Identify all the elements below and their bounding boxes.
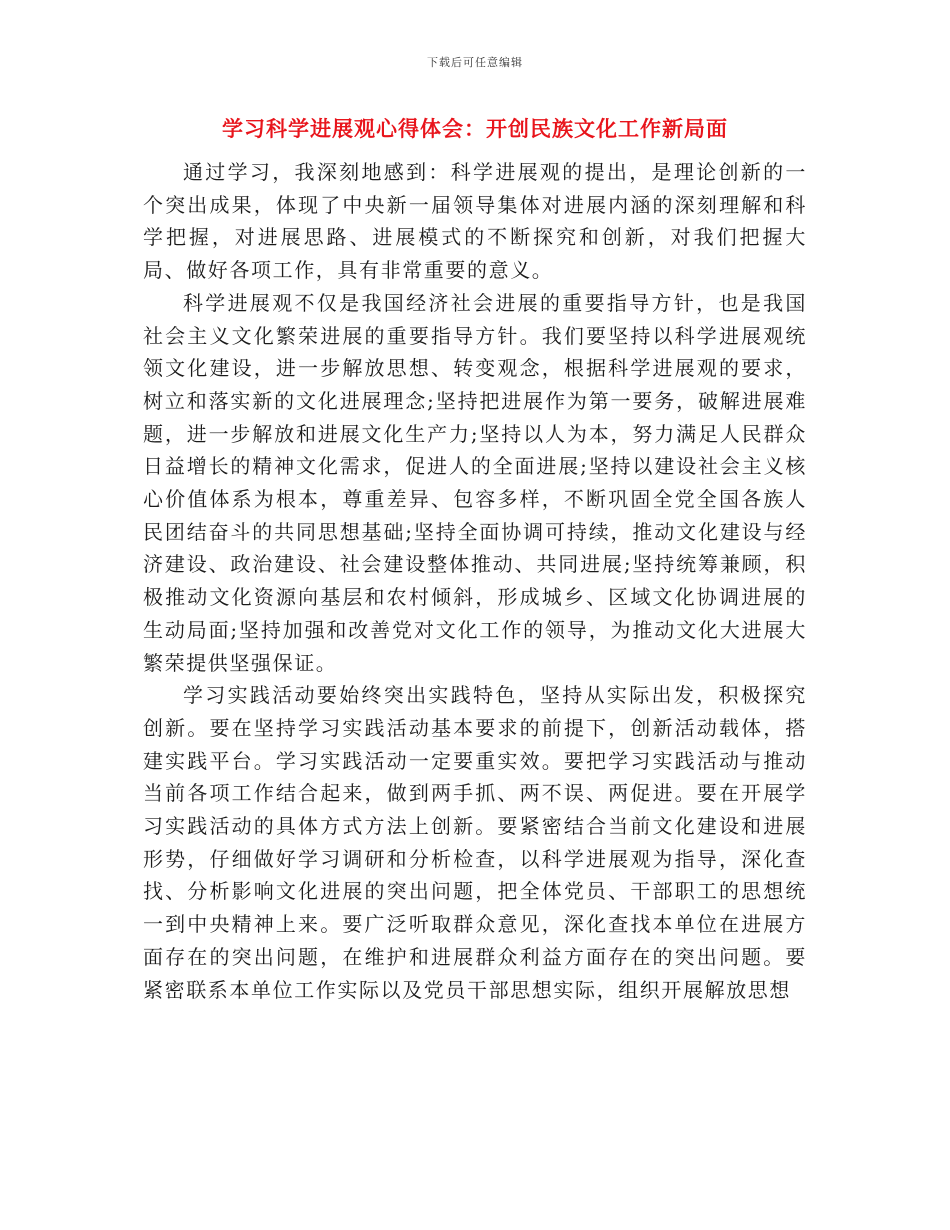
paragraph-2: 科学进展观不仅是我国经济社会进展的重要指导方针，也是我国社会主义文化繁荣进展的重要指导方针。我们要坚持以科学进展观统领文化建设，进一步解放思想、转变观念，根据科学进展观的要求，树立和落实新的文化进展理念;坚持把进展作为第一要务，破解进展难题，进一步解放和进展文化生产力;坚持以人为本，努力满足人民群众日益增长的精神文化需求，促进人的全面进展;坚持以建设社会主义核心价值体系为根本，尊重差异、包容多样，不断巩固全党全国各族人民团结奋斗的共同思想基础;坚持全面协调可持续，推动文化建设与经济建设、政治建设、社会建设整体推动、共同进展;坚持统筹兼顾，积极推动文化资源向基层和农村倾斜，形成城乡、区域文化协调进展的生动局面;坚持加强和改善党对文化工作的领导，为推动文化大进展大繁荣提供坚强保证。 [143,290,807,675]
paragraph-3: 学习实践活动要始终突出实践特色，坚持从实际出发，积极探究创新。要在坚持学习实践活动基本要求的前提下，创新活动载体，搭建实践平台。学习实践活动一定要重实效。要把学习实践活动与推动当前各项工作结合起来，做到两手抓、两不误、两促进。要在开展学习实践活动的具体方式方法上创新。要紧密结合当前文化建设和进展形势，仔细做好学习调研和分析检查，以科学进展观为指导，深化查找、分析影响文化进展的突出问题，把全体党员、干部职工的思想统一到中央精神上来。要广泛听取群众意见，深化查找本单位在进展方面存在的突出问题，在维护和进展群众利益方面存在的突出问题。要紧密联系本单位工作实际以及党员干部思想实际，组织开展解放思想 [143,683,807,1002]
document-body [143,156,807,1006]
document-title: 学习科学进展观心得体会：开创民族文化工作新局面 [222,117,728,141]
header-note: 下载后可任意编辑 [427,56,523,69]
paragraph-1: 通过学习，我深刻地感到：科学进展观的提出，是理论创新的一个突出成果，体现了中央新一届领导集体对进展内涵的深刻理解和科学把握，对进展思路、进展模式的不断探究和创新，对我们把握大局、做好各项工作，具有非常重要的意义。 [143,160,807,283]
